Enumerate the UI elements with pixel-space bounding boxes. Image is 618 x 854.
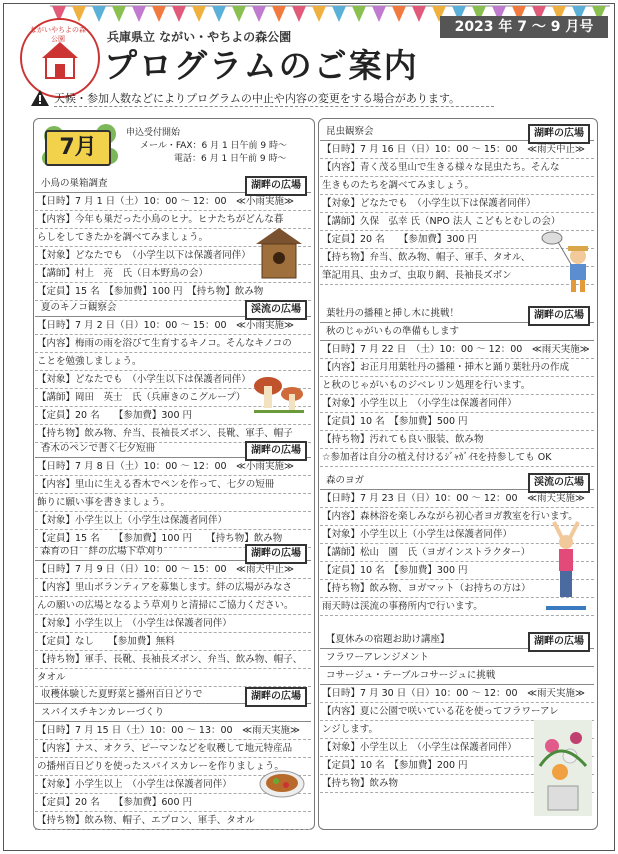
program-detail: 【日時】7 月 1 日（土）10：00 ～ 12：00 ≪小雨実施≫ <box>35 193 311 211</box>
issue-badge: 2023 年 7 ～ 9 月号 <box>440 16 608 38</box>
venue-badge: 湖畔の広場 <box>245 687 307 707</box>
program-detail: 【講師】松山 園 氏（ヨガインストラクター） <box>320 544 594 562</box>
program-detail: 【日時】7 月 15 日（土）10：00 ～ 13：00 ≪雨天実施≫ <box>35 722 311 740</box>
program-detail: 【対象】小学生以上（小学生は保護者同伴） <box>320 526 594 544</box>
bunting-flag <box>352 6 366 22</box>
venue-badge: 湖畔の広場 <box>528 306 590 326</box>
venue-badge: 渓流の広場 <box>245 300 307 320</box>
program-detail: 【対象】小学生以上 （小学生は保護者同伴） <box>320 395 594 413</box>
program-detail: 【内容】森林浴を楽しみながら初心者ヨガ教室を行います。 <box>320 508 594 526</box>
program-detail: 【日時】7 月 22 日 （土）10：00 ～ 12：00 ≪雨天実施≫ <box>320 341 594 359</box>
program-4 <box>35 543 311 687</box>
program-detail: 【日時】7 月 16 日（日）10：00 ～ 15：00 ≪雨天中止≫ <box>320 141 594 159</box>
bunting-flag <box>332 6 346 22</box>
venue-badge: 湖畔の広場 <box>245 441 307 461</box>
bunting-flag <box>212 6 226 22</box>
program-title: 香木のペンで書く七夕短冊 <box>35 440 311 458</box>
program-detail: 【内容】青く茂る里山で生きる様々な昆虫たち。そんな <box>320 159 594 177</box>
bunting-flag <box>312 6 326 22</box>
program-detail: 筆記用具、虫カゴ、虫取り網、長袖長ズボン <box>320 267 594 285</box>
bunting-flag <box>172 6 186 22</box>
month-label: 7月 <box>45 130 111 166</box>
program-title: 秋のじゃがいもの準備もします <box>320 323 594 341</box>
program-detail: 【講師】久保 弘幸 氏（NPO 法人 こどもとむしの会） <box>320 213 594 231</box>
program-detail: 【内容】今年も巣だった小鳥のヒナ。ヒナたちがどんな暮 <box>35 211 311 229</box>
program-detail: 【対象】小学生以上 （小学生は保護者同伴） <box>35 615 311 633</box>
bunting-flag <box>412 6 426 22</box>
venue-badge: 湖畔の広場 <box>528 632 590 652</box>
program-detail: 【日時】7 月 30 日（日）10：00 ～ 12：00 ≪雨天実施≫ <box>320 685 594 703</box>
bunting-flag <box>112 6 126 22</box>
program-title: 森育の日 絆の広場下草刈り <box>35 543 311 561</box>
venue-badge: 湖畔の広場 <box>245 176 307 196</box>
apply-mail-fax: メール・FAX：6 月 1 日午前 9 時～ <box>140 141 287 151</box>
program-detail: 雨天時は渓流の事務所内で行います。 <box>320 598 594 616</box>
program-detail: と秋のじゃがいものジベレリン処理を行います。 <box>320 377 594 395</box>
venue-badge: 渓流の広場 <box>528 473 590 493</box>
program-detail: 【内容】夏に公園で咲いている花を使ってフラワーアレ <box>320 703 594 721</box>
program-detail: 【定員】10 名 【参加費】500 円 <box>320 413 594 431</box>
bunting-flag <box>292 6 306 22</box>
program-detail: 【持ち物】飲み物、弁当、長袖長ズボン、長靴、軍手、帽子 <box>35 425 311 443</box>
program-2 <box>320 305 594 467</box>
program-title: 夏のキノコ観察会 <box>35 299 311 317</box>
program-title: 【夏休みの宿題お助け講座】 <box>320 631 594 649</box>
program-title: 昆虫観察会 <box>320 123 594 141</box>
program-detail: 【持ち物】飲み物、ヨガマット（お持ちの方は） <box>320 580 594 598</box>
program-detail: 【内容】ナス、オクラ、ピーマンなどを収穫して地元特産品 <box>35 740 311 758</box>
program-detail: 【定員】10 名 【参加費】200 円 <box>320 757 594 775</box>
program-detail: 【定員】なし 【参加費】無料 <box>35 633 311 651</box>
program-detail: 【内容】里山に生える香木でペンを作って、七夕の短冊 <box>35 476 311 494</box>
program-3 <box>35 440 311 548</box>
program-detail: 【対象】どなたでも （小学生以下は保護者同伴） <box>35 371 311 389</box>
bunting-flag <box>152 6 166 22</box>
birdhouse-icon <box>252 226 306 282</box>
program-detail: 【定員】20 名 【参加費】300 円 <box>35 407 311 425</box>
program-detail: 【講師】岡田 英士 氏（兵庫きのこグループ） <box>35 389 311 407</box>
venue-badge: 湖畔の広場 <box>528 124 590 144</box>
program-detail: 【定員】15 名 【参加費】100 円 【持ち物】飲み物 <box>35 530 311 548</box>
program-title: 葉牡丹の播種と挿し木に挑戦！ <box>320 305 594 323</box>
program-title: 収穫体験した夏野菜と播州百日どりで <box>35 686 311 704</box>
program-detail: 【内容】里山ボランティアを募集します。絆の広場がみなさ <box>35 579 311 597</box>
mushroom-icon <box>252 372 306 416</box>
program-detail: 【内容】お正月用葉牡丹の播種・挿木と踊り葉牡丹の作成 <box>320 359 594 377</box>
program-detail: 【持ち物】汚れても良い服装、飲み物 <box>320 431 594 449</box>
bunting-flag <box>232 6 246 22</box>
program-detail: 【定員】15 名 【参加費】100 円 【持ち物】飲み物 <box>35 283 311 301</box>
program-detail: 【持ち物】飲み物、帽子、エプロン、軍手、タオル <box>35 812 311 830</box>
curry-plate-icon <box>258 760 308 800</box>
program-detail: 【定員】20 名 【参加費】600 円 <box>35 794 311 812</box>
program-2 <box>35 299 311 443</box>
program-detail: 【定員】10 名 【参加費】300 円 <box>320 562 594 580</box>
program-detail: 【持ち物】軍手、長靴、長袖長ズボン、弁当、飲み物、帽子、 <box>35 651 311 669</box>
program-detail: 【持ち物】飲み物 <box>320 775 594 793</box>
program-detail: 【内容】梅雨の雨を浴びて生育するキノコ。そんなキノコの <box>35 335 311 353</box>
program-detail: 【日時】7 月 8 日（土）10：00 ～ 12：00 ≪小雨実施≫ <box>35 458 311 476</box>
application-info <box>126 127 287 166</box>
yoga-person-icon <box>540 518 592 620</box>
park-name: 兵庫県立 ながい・やちよの森公園 <box>107 30 292 44</box>
program-detail: 【持ち物】弁当、飲み物、帽子、軍手、タオル、 <box>320 249 594 267</box>
apply-heading: 申込受付開始 <box>126 128 181 138</box>
program-detail: ことを勉強しましょう。 <box>35 353 311 371</box>
notice-text: 天候・参加人数などによりプログラムの中止や内容の変更をする場合があります。 <box>54 92 461 105</box>
bunting-flag <box>192 6 206 22</box>
program-detail: 【対象】小学生以上 （小学生は保護者同伴） <box>35 776 311 794</box>
notice-bar <box>30 90 590 106</box>
program-title: 小鳥の巣箱調査 <box>35 175 311 193</box>
bunting-flag <box>272 6 286 22</box>
program-5 <box>35 686 311 830</box>
program-detail: 【日時】7 月 9 日（日）10：00 ～ 15：00 ≪雨天中止≫ <box>35 561 311 579</box>
program-detail: ☆参加者は自分の植え付けるｼﾞｬｶﾞｲﾓを持参しても OK <box>320 449 594 467</box>
program-title: 森のヨガ <box>320 472 594 490</box>
program-detail: 【日時】7 月 23 日（日）10：00 ～ 12：00 ≪雨天実施≫ <box>320 490 594 508</box>
program-title: フラワーアレンジメント <box>320 649 594 667</box>
program-detail: ンジします。 <box>320 721 594 739</box>
venue-badge: 湖畔の広場 <box>245 544 307 564</box>
page-title: プログラムのご案内 <box>104 46 419 85</box>
warning-icon <box>30 89 50 107</box>
bunting-flag <box>252 6 266 22</box>
program-title: コサージュ・テーブルコサージュに挑戦 <box>320 667 594 685</box>
flower-arrangement-icon <box>530 716 596 820</box>
program-detail: 【定員】20 名 【参加費】300 円 <box>320 231 594 249</box>
program-detail: んの願いの広場となるよう草刈りと清掃にご協力ください。 <box>35 597 311 615</box>
bunting-flag <box>132 6 146 22</box>
program-detail: 【対象】小学生以上（小学生は保護者同伴） <box>35 512 311 530</box>
program-detail: タオル <box>35 669 311 687</box>
insect-net-kid-icon <box>538 226 596 296</box>
program-detail: らしをしてきたかを調べてみましょう。 <box>35 229 311 247</box>
bunting-flag <box>392 6 406 22</box>
program-detail: 【講師】村上 亮 氏（日本野鳥の会） <box>35 265 311 283</box>
program-detail: 【対象】小学生以上 （小学生は保護者同伴） <box>320 739 594 757</box>
program-detail: 生きものたちを調べてみましょう。 <box>320 177 594 195</box>
notice-underline <box>54 106 494 107</box>
program-detail: 【日時】7 月 2 日（日）10：00 ～ 15：00 ≪小雨実施≫ <box>35 317 311 335</box>
program-title: スパイスチキンカレーづくり <box>35 704 311 722</box>
logo-text: ながいやちよの森公園 <box>30 26 86 43</box>
program-detail: 【対象】どなたでも （小学生以下は保護者同伴） <box>320 195 594 213</box>
program-detail: の播州百日どりを使ったスパイスカレーを作りましょう。 <box>35 758 311 776</box>
apply-phone: 電話：6 月 1 日午前 9 時～ <box>174 154 287 164</box>
program-detail: 飾りに願い事を書きましょう。 <box>35 494 311 512</box>
program-detail: 【対象】どなたでも （小学生以下は保護者同伴） <box>35 247 311 265</box>
bunting-flag <box>372 6 386 22</box>
